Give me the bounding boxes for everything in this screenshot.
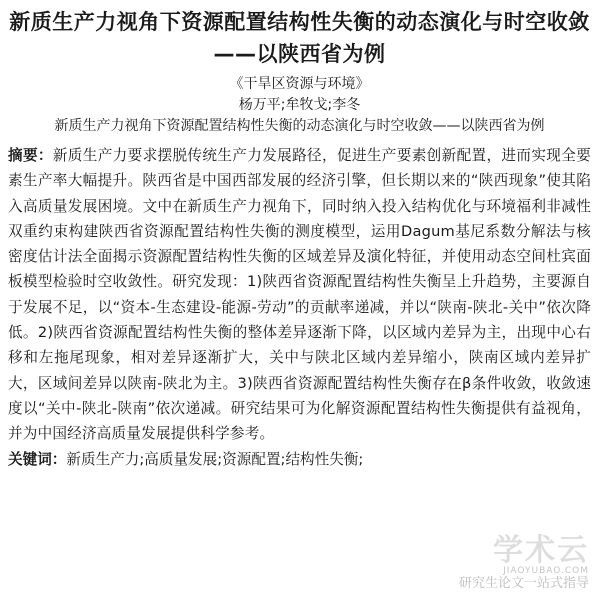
keywords-text: 新质生产力;高质量发展;资源配置;结构性失衡; (66, 450, 364, 468)
journal-name: 《干旱区资源与环境》 (229, 76, 370, 92)
article-subtitle: 新质生产力视角下资源配置结构性失衡的动态演化与时空收敛——以陕西省为例 (54, 118, 545, 134)
keywords (8, 447, 591, 472)
abstract (8, 143, 591, 447)
abstract-text: 新质生产力要求摆脱传统生产力发展路径，促进生产要素创新配置，进而实现全要素生产率大幅提升。陕西省是中国西部发展的经济引擎，但长期以来的“陕西现象”使其陷入高质量发展困境。文中在新质生产力视角下，同时纳入投入结构优化与环境福利非减性双重约束构建陕西省资源配置结构性失衡的测度模型，运用Dagum基尼系数分解法与核密度估计法全面揭示资源配置结构性失衡的区域差异及演化特征，并使用动态空间杜宾面板模型检验时空收敛性。研究发现：1)陕西省资源配置结构性失衡呈上升趋势，主要源自于发展不足，以“资本-生态建设-能源-劳动”的贡献率递减，并以“陕南-陕北-关中”依次降低。2)陕西省资源配置结构性失衡的整体差异逐渐下降，以区域内差异为主，出现中心右移和左拖尾现象，相对差异逐渐扩大，关中与陕北区域内差异缩小，陕南区域内差异扩大，区域间差异以陕南-陕北为主。3)陕西省资源配置结构性失衡存在β条件收敛，收敛速度以“关中-陕北-陕南”依次递减。研究结果可为化解资源配置结构性失衡提供有益视角，并为中国经济高质量发展提供科学参考。 (8, 147, 591, 443)
keywords-label: 关键词： (8, 450, 67, 468)
watermark-logo: 学术云 (493, 533, 589, 568)
abstract-label: 摘要： (8, 147, 53, 164)
article-title: 新质生产力视角下资源配置结构性失衡的动态演化与时空收敛——以陕西省为例 (9, 10, 590, 66)
watermark-site: JIAOYUBAO.COM (503, 566, 589, 576)
watermark-tagline: 研究生论文一站式指导 (458, 576, 589, 591)
authors: 杨万平;牟牧戈;李冬 (238, 97, 361, 113)
